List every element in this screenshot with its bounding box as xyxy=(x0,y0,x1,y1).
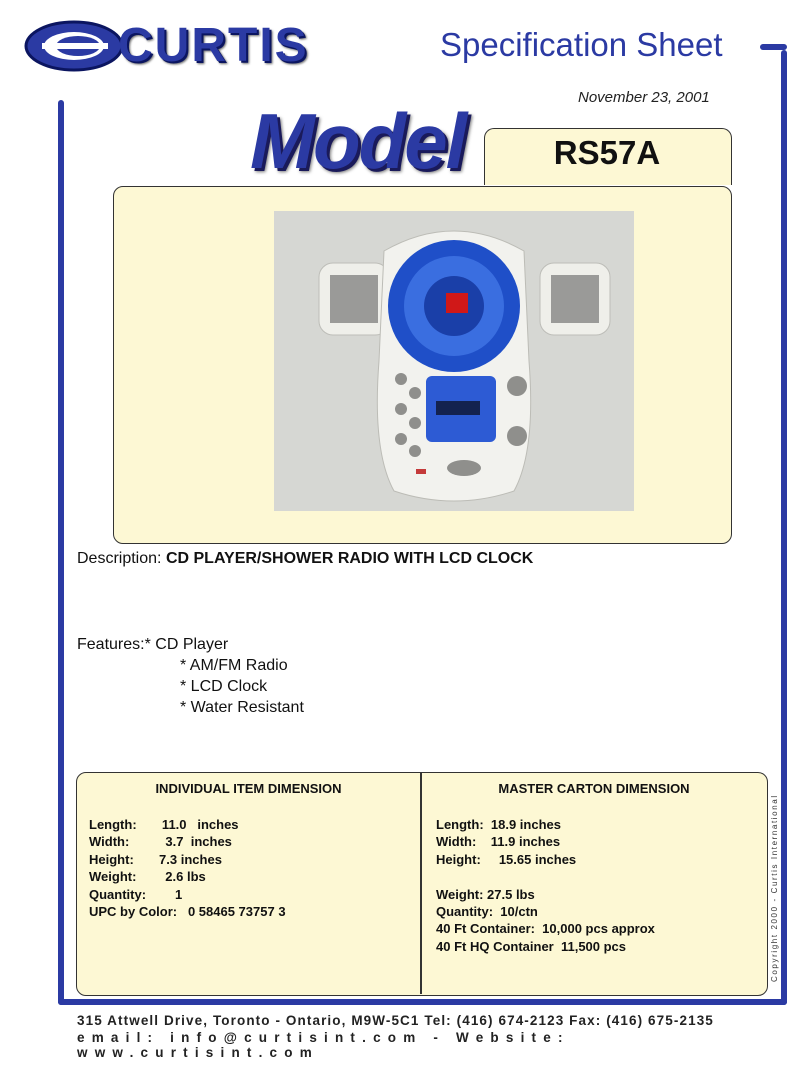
individual-line: UPC by Color: 0 58465 73757 3 xyxy=(89,904,286,920)
footer-address: 315 Attwell Drive, Toronto - Ontario, M9W-5C1 Tel: (416) 674-2123 Fax: (416) 675-2135 xyxy=(77,1013,714,1028)
document-date: November 23, 2001 xyxy=(578,89,710,106)
frame-top-corner xyxy=(760,44,787,50)
description-value: CD PLAYER/SHOWER RADIO WITH LCD CLOCK xyxy=(165,550,534,567)
individual-line: Weight: 2.6 lbs xyxy=(89,869,206,885)
copyright-text: Copyright 2000 - Curtis International xyxy=(770,794,779,982)
product-photo xyxy=(274,211,634,511)
master-heading: MASTER CARTON DIMENSION xyxy=(498,781,690,796)
feature-item: CD Player xyxy=(155,636,229,653)
model-number: RS57A xyxy=(553,134,661,171)
master-dimensions xyxy=(436,816,655,955)
individual-line: Quantity: 1 xyxy=(89,886,183,902)
feature-item: * LCD Clock xyxy=(180,678,268,695)
logo-text: CURTIS xyxy=(118,19,309,72)
master-line: 40 Ft HQ Container 11,500 pcs xyxy=(436,938,627,954)
dimensions-divider xyxy=(420,773,422,994)
copyright-vertical xyxy=(768,775,780,985)
individual-line: Width: 3.7 inches xyxy=(89,834,232,850)
master-line: 40 Ft Container: 10,000 pcs approx xyxy=(436,921,655,937)
features-label: Features:* xyxy=(77,636,151,653)
feature-item: * AM/FM Radio xyxy=(180,657,288,674)
individual-line: Height: 7.3 inches xyxy=(89,851,222,867)
model-heading: Model xyxy=(250,97,466,185)
frame-bottom-line xyxy=(58,999,787,1005)
description xyxy=(77,550,533,568)
master-line: Quantity: 10/ctn xyxy=(436,904,538,920)
description-label: Description: xyxy=(77,550,162,567)
individual-dimensions xyxy=(89,816,286,920)
features-list xyxy=(77,634,304,718)
master-line: Weight: 27.5 lbs xyxy=(436,886,535,902)
individual-line: Length: 11.0 inches xyxy=(89,817,239,832)
frame-right-line xyxy=(781,50,787,1005)
individual-heading: INDIVIDUAL ITEM DIMENSION xyxy=(155,781,342,796)
master-line xyxy=(436,868,655,885)
frame-left-line xyxy=(58,100,64,1005)
page-title: Specification Sheet xyxy=(440,26,723,63)
master-line: Height: 15.65 inches xyxy=(436,851,577,867)
footer-contact: email: info@curtisint.com - Website: www.curtisint.com xyxy=(77,1030,570,1060)
feature-item: * Water Resistant xyxy=(180,699,304,716)
master-line: Width: 11.9 inches xyxy=(436,834,561,850)
master-line: Length: 18.9 inches xyxy=(436,817,561,832)
